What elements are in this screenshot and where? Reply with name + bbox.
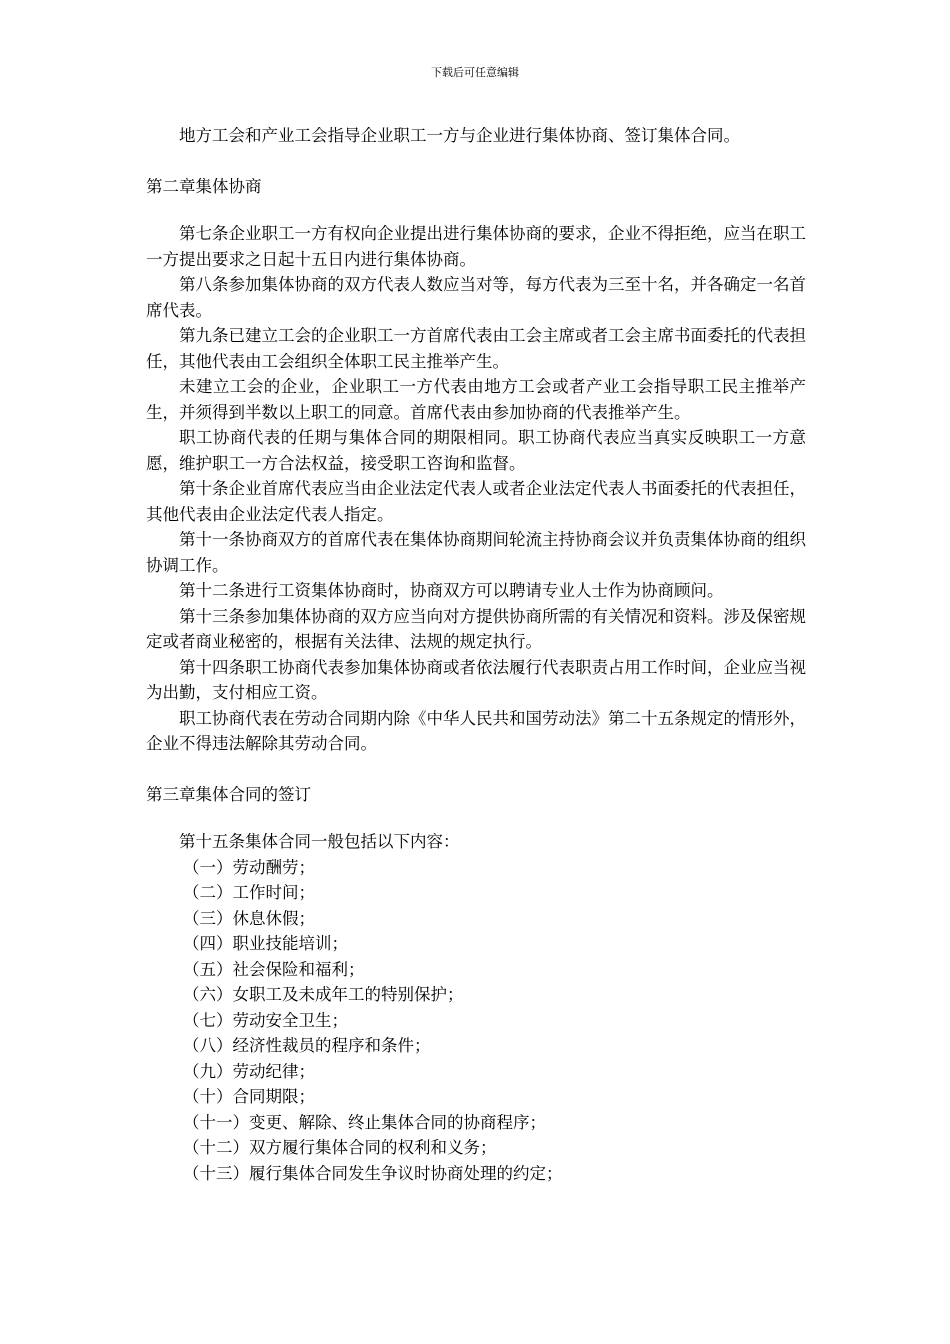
- article-7: 第七条企业职工一方有权向企业提出进行集体协商的要求，企业不得拒绝，应当在职工一方提出要求之日起十五日内进行集体协商。: [146, 224, 806, 269]
- list-item: （三）休息休假；: [183, 908, 315, 928]
- list-item: （十一）变更、解除、终止集体合同的协商程序；: [183, 1112, 546, 1132]
- chapter-2-body: [146, 221, 806, 757]
- list-item: （九）劳动纪律；: [183, 1061, 315, 1081]
- list-item: （五）社会保险和福利；: [183, 959, 365, 979]
- list-item: （二）工作时间；: [183, 883, 315, 902]
- article-14: 第十四条职工协商代表参加集体协商或者依法履行代表职责占用工作时间，企业应当视为出勤，支付相应工资。: [146, 657, 806, 702]
- article-12: 第十二条进行工资集体协商时，协商双方可以聘请专业人士作为协商顾问。: [179, 581, 724, 600]
- list-item: （十三）履行集体合同发生争议时协商处理的约定；: [183, 1163, 563, 1183]
- article-11: 第十一条协商双方的首席代表在集体协商期间轮流主持协商会议并负责集体协商的组织协调工作。: [146, 530, 806, 575]
- article-13: 第十三条参加集体协商的双方应当向对方提供协商所需的有关情况和资料。涉及保密规定或者商业秘密的，根据有关法律、法规的规定执行。: [146, 606, 806, 651]
- article-9-para-3: 职工协商代表的任期与集体合同的期限相同。职工协商代表应当真实反映职工一方意愿，维护职工一方合法权益，接受职工咨询和监督。: [146, 428, 806, 473]
- article-14-para-2: 职工协商代表在劳动合同期内除《中华人民共和国劳动法》第二十五条规定的情形外，企业不得违法解除其劳动合同。: [146, 708, 806, 753]
- list-item: （六）女职工及未成年工的特别保护；: [183, 985, 464, 1004]
- chapter-2-heading: 第二章集体协商: [146, 176, 262, 196]
- list-item: （十二）双方履行集体合同的权利和义务；: [183, 1138, 497, 1157]
- list-item: （十）合同期限；: [183, 1087, 315, 1106]
- article-15: 第十五条集体合同一般包括以下内容：: [179, 832, 460, 851]
- article-8: 第八条参加集体协商的双方代表人数应当对等，每方代表为三至十名，并各确定一名首席代表。: [146, 275, 806, 320]
- chapter-3-body: [146, 829, 806, 1186]
- paragraph-intro: 地方工会和产业工会指导企业职工一方与企业进行集体协商、签订集体合同。: [179, 126, 740, 145]
- page-header: 下载后可任意编辑: [431, 66, 519, 79]
- article-9-para-2: 未建立工会的企业，企业职工一方代表由地方工会或者产业工会指导职工民主推举产生，并须得到半数以上职工的同意。首席代表由参加协商的代表推举产生。: [146, 377, 806, 422]
- list-item: （四）职业技能培训；: [183, 934, 348, 953]
- article-9: 第九条已建立工会的企业职工一方首席代表由工会主席或者工会主席书面委托的代表担任，其他代表由工会组织全体职工民主推举产生。: [146, 326, 806, 371]
- list-item: （七）劳动安全卫生；: [183, 1010, 348, 1030]
- list-item: （一）劳动酬劳；: [183, 857, 315, 877]
- chapter-3-heading: 第三章集体合同的签订: [146, 784, 311, 804]
- list-item: （八）经济性裁员的程序和条件；: [183, 1036, 431, 1055]
- document-body: [146, 123, 806, 1186]
- article-10: 第十条企业首席代表应当由企业法定代表人或者企业法定代表人书面委托的代表担任，其他代表由企业法定代表人指定。: [146, 479, 806, 524]
